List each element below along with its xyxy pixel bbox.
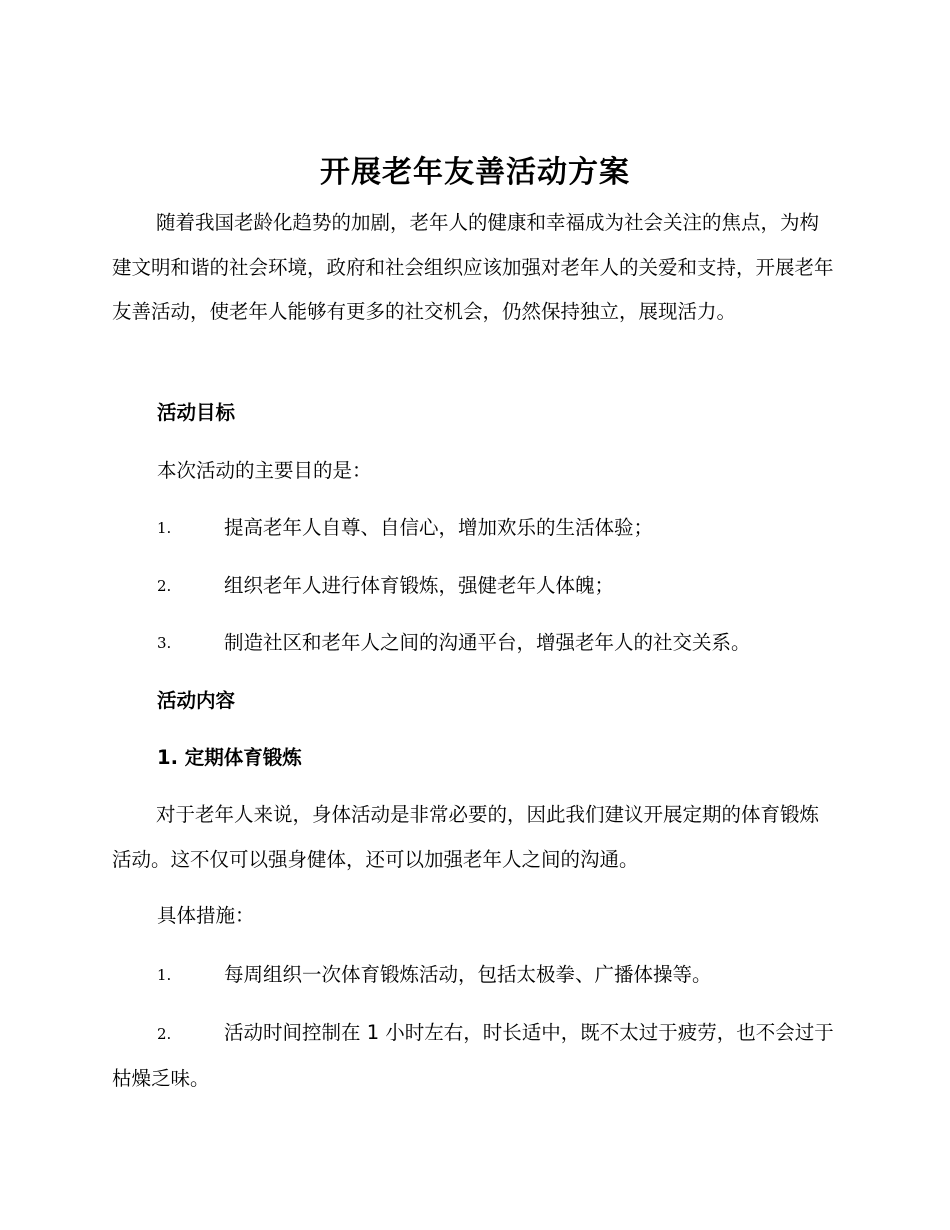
intro-paragraph: 随着我国老龄化趋势的加剧，老年人的健康和幸福成为社会关注的焦点，为构建文明和谐的社会环境，政府和社会组织应该加强对老年人的关爱和支持，开展老年友善活动，使老年人能够有更多的社交机会，仍然保持独立，展现活力。 bbox=[112, 211, 834, 323]
goal-item-text: 提高老年人自尊、自信心，增加欢乐的生活体验； bbox=[224, 516, 654, 539]
goal-item-text: 组织老年人进行体育锻炼，强健老年人体魄； bbox=[224, 574, 615, 597]
measure-item bbox=[112, 1011, 836, 1101]
measures-lead: 具体措施： bbox=[157, 904, 255, 927]
goal-item-number: 3. bbox=[157, 634, 172, 652]
measure-item-text: 每周组织一次体育锻炼活动，包括太极拳、广播体操等。 bbox=[224, 963, 712, 986]
content-heading: 活动内容 bbox=[157, 689, 236, 712]
document-title: 开展老年友善活动方案 bbox=[320, 155, 630, 190]
goal-item-text: 制造社区和老年人之间的沟通平台，增强老年人的社交关系。 bbox=[224, 631, 751, 654]
goal-item-number: 2. bbox=[157, 577, 172, 595]
goals-lead: 本次活动的主要目的是： bbox=[157, 459, 372, 482]
measure-item-number: 1. bbox=[157, 966, 172, 984]
goals-heading: 活动目标 bbox=[157, 401, 236, 424]
section1-heading: 1. 定期体育锻炼 bbox=[157, 746, 302, 769]
measure-item-number: 2. bbox=[157, 1025, 172, 1043]
measure-item-text: 活动时间控制在 1 小时左右，时长适中，既不太过于疲劳，也不会过于枯燥乏味。 bbox=[112, 1021, 834, 1090]
goal-item-number: 1. bbox=[157, 519, 172, 537]
section1-body: 对于老年人来说，身体活动是非常必要的，因此我们建议开展定期的体育锻炼活动。这不仅可以强身健体，还可以加强老年人之间的沟通。 bbox=[112, 803, 820, 871]
